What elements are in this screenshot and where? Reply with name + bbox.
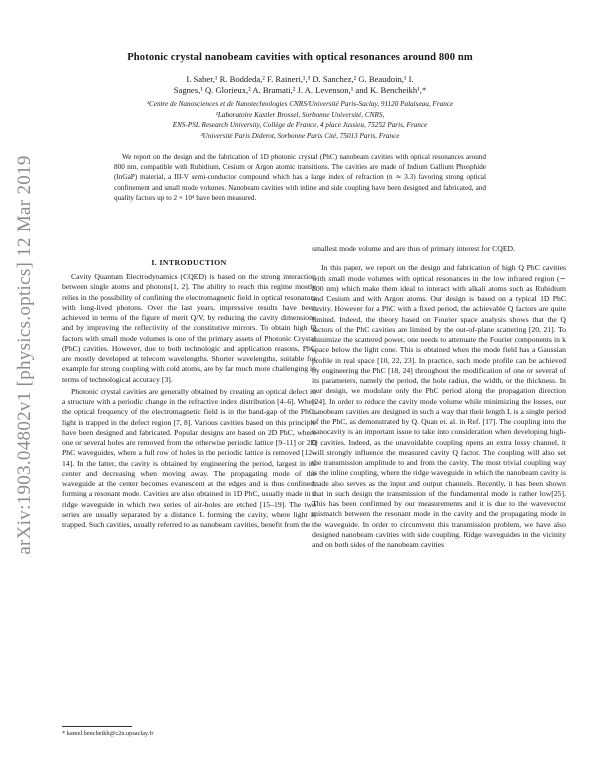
footnote [62, 730, 316, 738]
right-column [312, 244, 566, 550]
paragraph: In this paper, we report on the design and fabrication of high Q PhC cavities with small mode volumes with optical resonances in the low infrared region (∼ 800 nm) which make them ideal to interact with alkali atoms such as Rubidium and Cesium and with Argon atoms. Our design is based on a typical 1D PhC cavity. However for a PhC with a fixed period, the achievable Q factors are quite limited. Indeed, the theory based on Fourier space analysis shows that the Q factors of the PhC cavities are limited by the out-of-plane scattering [20, 21]. To minimize the scattered power, one needs to attenuate the Fourier components in k space below the light cone. This is obtained when the mode field has a Gaussian profile in real space [10, 22, 23]. In practice, such mode profile can be achieved by engineering the PhC [18, 24] throughout the modification of one or several of its parameters, namely the period, the hole radius, the width, or the thickness. In our design, we modulate only the PhC period along the propagation direction [24]. In order to reduce the cavity mode volume while minimizing the losses, our nanobeam cavities are designed in such a way that their length L is a single period of the PhC, as demonstrated by Q. Quan et. al. in Ref. [17]. The coupling into the nanocavity is an important issue to take into consideration when developing high-Q cavities. Indeed, as the unavoidable coupling opens an extra lossy channel, it will strongly influence the measured cavity Q factor. The coupling will also set the transmission amplitude to and from the cavity. The most trivial coupling way is the inline coupling, where the ridge waveguide in which the nanobeam cavity is made also serves as the input and output channels. Recently, it has been shown that in such design the transmission of the fundamental mode is rather low[25]. This has been confirmed by our measurements and it is due to the wavevector mismatch between the resonant mode in the cavity and the propagating mode in the waveguide. In order to circumvent this transmission problem, we have also designed nanobeam cavities with side coupling. Ridge waveguides in the vicinity and on both sides of the nanobeam cavities [312, 263, 566, 549]
abstract-text: We report on the design and the fabrication of 1D photonic crystal (PhC) nanobeam cavities with optical resonances around 800 nm, compatible with Rubidium, Cesium or Argon atomic transitions. The cavities are made of Indium Gallium Phosphide (InGaP) material, a III-V semi-conductor compound which has a large index of refraction (n ≃ 3.3) favoring strong optical confinement and small mode volumes. Nanobeam cavities with inline and side coupling have been designed and fabricated, and quality factors up to 2 × 10⁴ have been measured. [114, 153, 486, 202]
affiliation-line: ³Université Paris Diderot, Sorbonne Paris Cité, 75013 Paris, France [200, 131, 400, 140]
section-heading: I. INTRODUCTION [151, 258, 227, 267]
paragraph: Cavity Quantum Electrodynamics (CQED) is based on the strong interaction between single atoms and photons[1, 2]. The ability to reach this regime mostly relies in the possibility of confining the electromagnetic field in optical resonators with long-lived photons. Over the last years, impressive results have been achieved in terms of the figure of merit Q/V, by reducing the cavity dimensions and by improving the reflectivity of the constitutive mirrors. To obtain high Q factors with small mode volumes is one of the primary assets of Photonic Crystal (PhC) cavities. However, due to both technologic and application reasons, PhC are mostly developed at telecom wavelengths. Shorter wavelengths, suitable for example for strong coupling with cold atoms, are by far much more challenging in terms of technological accuracy [3]. [62, 272, 316, 384]
affiliation-list [70, 99, 530, 141]
affiliation-line: ¹Centre de Nanosciences et de Nanotechnologies CNRS/Université Paris-Saclay, 91120 Palaiseau, France [146, 100, 454, 108]
arxiv-stamp [12, 90, 38, 620]
affiliation-line: ENS-PSL Research University, Collège de France, 4 place Jussieu, 75252 Paris, France [172, 121, 428, 130]
author-line: Sagnes,¹ Q. Glorieux,² A. Bramati,² J. A. Levenson,¹ and K. Bencheikh¹,* [173, 85, 427, 95]
affiliation-line: ²Laboratoire Kastler Brossel, Sorbonne Université, CNRS, [215, 110, 385, 119]
arxiv-stamp-text: arXiv:1903.04802v1 [physics.optics] 12 Mar 2019 [14, 155, 35, 555]
paper-title: Photonic crystal nanobeam cavities with optical resonances around 800 nm [127, 52, 473, 63]
footnote-rule [62, 726, 132, 727]
paragraph: Photonic crystal cavities are generally obtained by creating an optical defect in a structure with a periodic change in the refractive index distribution [4–6]. When the optical frequency of the electromagnetic field is in the band-gap of the PhC, light is trapped in the defect region [7, 8]. Various cavities based on this principle have been designed and fabricated. Popular designs are based on 2D PhC, where one or several holes are removed from the otherwise periodic lattice [9–11] or 2D PhC waveguides, where a full row of holes in the periodic lattice is removed [12–14]. In the latter, the cavity is obtained by engineering the period, largest in its center and decreasing when moving away. The propagating mode of the waveguide at the center becomes evanescent at the edges and is thus confined, forming a resonant mode. Cavities are also obtained in 1D PhC, usually made in a ridge waveguide in which two series of air-holes are etched [15–19]. The two series are usually separated by a distance L forming the cavity, where light is trapped. Such cavities, usually referred to as nanobeam cavities, benefit from the [62, 386, 316, 529]
paragraph-continuation: smallest mode volume and are thus of primary interest for CQED. [312, 244, 516, 253]
author-list [120, 74, 480, 96]
abstract [114, 152, 486, 203]
author-line: I. Saber,¹ R. Boddeda,² F. Raineri,¹,³ D. Sanchez,² G. Beaudoin,¹ I. [186, 74, 414, 84]
footnote-text: * kamel.bencheikh@c2n.upsaclay.fr [62, 730, 154, 737]
left-column [62, 272, 316, 530]
